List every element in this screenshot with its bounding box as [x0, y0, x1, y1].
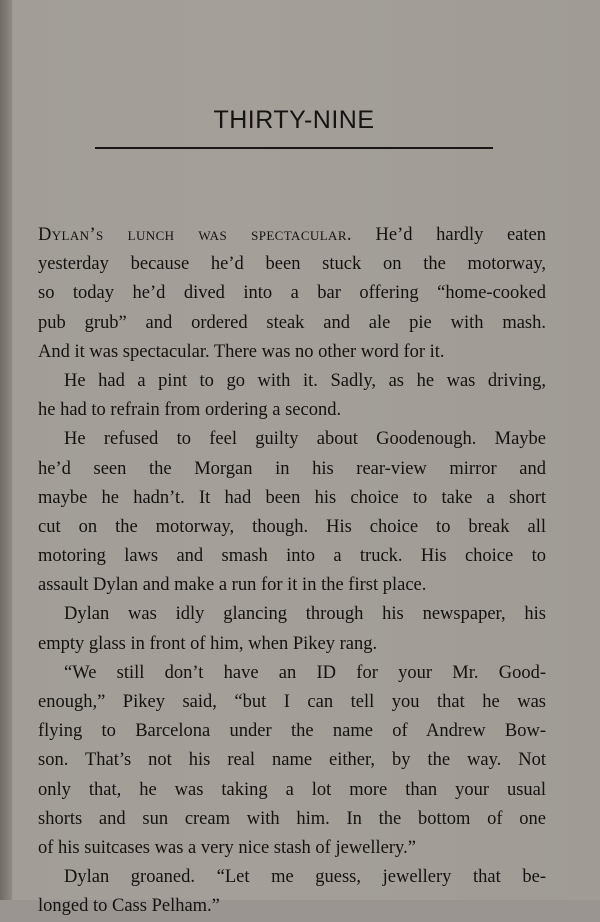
text-line: [38, 396, 546, 425]
text-line: [38, 484, 546, 513]
text-line-content: He had a pint to go with it. Sadly, as he was driving,: [64, 370, 546, 391]
text-line-content: shorts and sun cream with him. In the bottom of one: [38, 808, 546, 829]
text-line-content: assault Dylan and make a run for it in the first place.: [38, 575, 427, 596]
text-line: [38, 250, 546, 279]
text-line: [38, 309, 546, 338]
text-line: [38, 513, 546, 542]
text-line: [38, 571, 546, 600]
text-line-content: he had to refrain from ordering a second.: [38, 400, 342, 421]
text-line: [38, 630, 546, 659]
text-line: [38, 659, 546, 688]
text-line: [38, 892, 546, 921]
text-line: [38, 717, 546, 746]
text-line-content: yesterday because he’d been stuck on the motorway,: [38, 254, 546, 275]
text-line: [38, 221, 546, 250]
text-line-content: only that, he was taking a lot more than your usual: [38, 779, 546, 800]
text-line: [38, 542, 546, 571]
text-line-content: of his suitcases was a very nice stash of jewellery.”: [38, 837, 416, 858]
text-line-content: he’d seen the Morgan in his rear-view mirror and: [38, 458, 546, 479]
page-gutter-shadow: [0, 0, 12, 900]
text-line: [38, 746, 546, 775]
text-line-content: Dylan groaned. “Let me guess, jewellery that be-: [64, 867, 546, 888]
text-line: [38, 279, 546, 308]
text-line-content: so today he’d dived into a bar offering “home-cooked: [38, 283, 546, 304]
text-line: [38, 834, 546, 863]
text-line: [38, 863, 546, 892]
text-line: [38, 455, 546, 484]
text-line-content: empty glass in front of him, when Pikey rang.: [38, 633, 378, 654]
text-line-content: flying to Barcelona under the name of Andrew Bow-: [38, 721, 546, 742]
text-line: [38, 600, 546, 629]
chapter-opening-smallcaps: Dylan’s lunch was spectacular.: [38, 225, 352, 245]
text-line: [38, 338, 546, 367]
text-line: [38, 776, 546, 805]
text-line-content: Dylan was idly glancing through his newspaper, his: [64, 604, 546, 625]
text-line-content: “We still don’t have an ID for your Mr. Good-: [64, 662, 546, 683]
text-line: [38, 805, 546, 834]
chapter-title: THIRTY-NINE: [213, 106, 375, 134]
text-line-content: son. That’s not his real name either, by the way. Not: [38, 750, 546, 771]
text-line-content: motoring laws and smash into a truck. His choice to: [38, 546, 546, 567]
text-line-content: He refused to feel guilty about Goodenough. Maybe: [64, 429, 546, 450]
chapter-body: [38, 221, 546, 922]
text-line-content: He’d hardly eaten: [375, 225, 546, 245]
text-line-content: cut on the motorway, though. His choice to break all: [38, 516, 546, 537]
text-line-content: enough,” Pikey said, “but I can tell you that he was: [38, 692, 546, 712]
text-line-content: pub grub” and ordered steak and ale pie with mash.: [38, 312, 546, 333]
text-line-content: maybe he hadn’t. It had been his choice to take a short: [38, 487, 546, 508]
text-line-content: And it was spectacular. There was no other word for it.: [38, 341, 445, 362]
text-line: [38, 367, 546, 396]
text-line: [38, 425, 546, 454]
chapter-title-rule: [95, 147, 493, 149]
text-line: [38, 688, 546, 717]
text-line-content: longed to Cass Pelham.”: [38, 896, 220, 917]
